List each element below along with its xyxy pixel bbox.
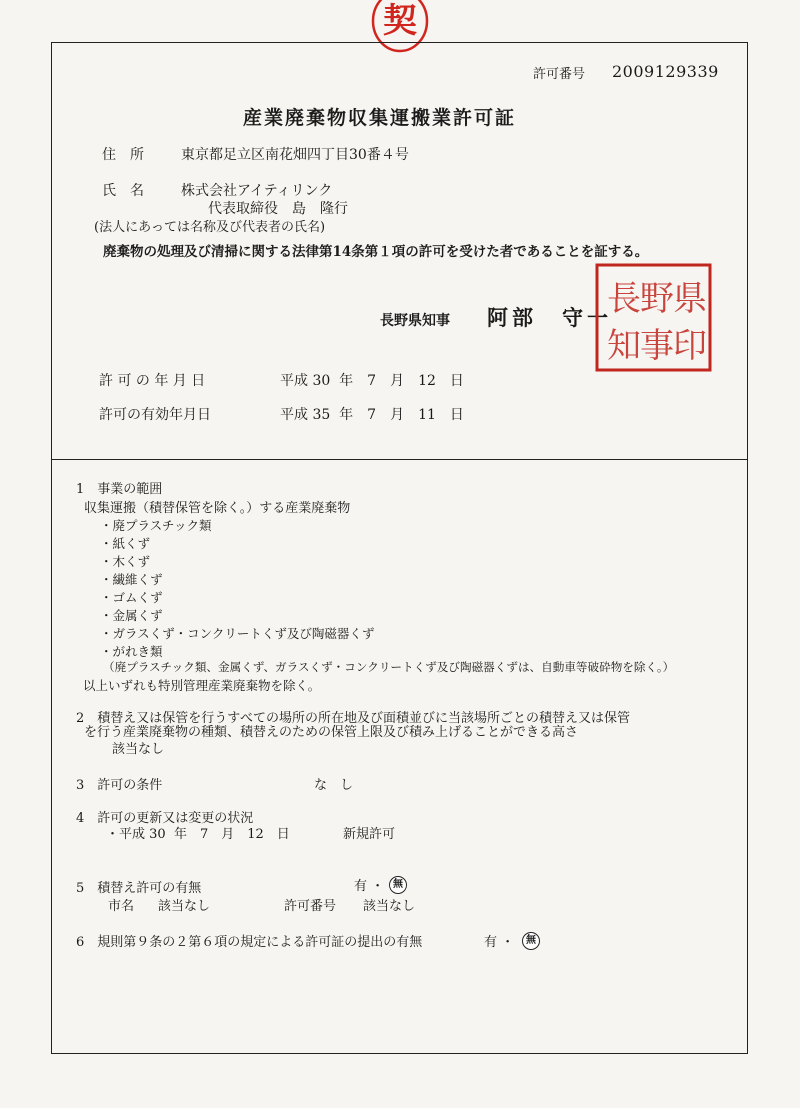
- section1-note: （廃プラスチック類、金属くず、ガラスくず・コンクリートくず及び陶磁器くずは、自動車等破砕物を除く。）: [103, 660, 675, 674]
- issuer-title: 長野県知事: [380, 313, 450, 329]
- waste-item: ・紙くず: [100, 536, 151, 551]
- name-note: (法人にあっては名称及び代表者の氏名): [94, 220, 326, 235]
- expiry-label: 許可の有効年月日: [99, 407, 211, 423]
- seal-char: 長: [607, 279, 641, 319]
- section4-status: 新規許可: [343, 827, 396, 842]
- seal-char: 県: [673, 279, 707, 319]
- waste-item: ・廃プラスチック類: [100, 518, 212, 533]
- waste-item: ・ゴムくず: [100, 590, 163, 605]
- waste-item: ・がれき類: [100, 644, 163, 659]
- section5-no-circled: 無: [389, 876, 407, 894]
- section5-label: 5 積替え許可の有無: [76, 881, 202, 896]
- section5-city-value: 該当なし: [158, 899, 211, 914]
- waste-item: ・繊維くず: [100, 572, 163, 587]
- section2-value: 該当なし: [112, 742, 165, 757]
- section5-permit-label: 許可番号: [284, 899, 337, 914]
- address-value: 東京都足立区南花畑四丁目30番４号: [181, 147, 409, 163]
- permit-number-label: 許可番号: [533, 67, 586, 82]
- section2-line2: を行う産業廃棄物の種類、積替えのための保管上限及び積み上げることができる高さ: [84, 725, 579, 740]
- name-label: 氏 名: [102, 183, 144, 199]
- company-name: 株式会社アイティリンク: [181, 183, 333, 199]
- section6-label: 6 規則第９条の２第６項の規定による許可証の提出の有無: [76, 935, 423, 950]
- top-seal-char: 契: [383, 1, 417, 41]
- permit-date-label: 許 可 の 年 月 日: [99, 373, 206, 389]
- section4-label: 4 許可の更新又は変更の状況: [76, 811, 254, 826]
- section-divider: [52, 459, 747, 460]
- section1-scope: 収集運搬（積替保管を除く。）する産業廃棄物: [84, 501, 351, 516]
- waste-item: ・木くず: [100, 554, 151, 569]
- seal-char: 事: [640, 326, 674, 366]
- section1-exclusion: 以上いずれも特別管理産業廃棄物を除く。: [83, 678, 321, 693]
- section5-permit-value: 該当なし: [363, 899, 416, 914]
- waste-item: ・ガラスくず・コンクリートくず及び陶磁器くず: [100, 626, 375, 641]
- seal-char: 野: [640, 279, 674, 319]
- section5-yes: 有 ・: [354, 879, 385, 894]
- section3-label: 3 許可の条件: [76, 778, 163, 793]
- seal-char: 知: [607, 326, 641, 366]
- expiry-date: 平成 35 年 7 月 11 日: [280, 407, 464, 423]
- section6-no-circled: 無: [522, 932, 540, 950]
- section3-value: な し: [314, 778, 354, 793]
- address-label: 住 所: [102, 147, 144, 163]
- permit-number: 2009129339: [612, 62, 719, 81]
- section1-heading: 1 事業の範囲: [76, 482, 163, 497]
- certification-statement: 廃棄物の処理及び清掃に関する法律第14条第１項の許可を受けた者であることを証する。: [103, 244, 649, 260]
- seal-char: 印: [673, 326, 707, 366]
- permit-date: 平成 30 年 7 月 12 日: [280, 373, 464, 389]
- section4-date: ・平成 30 年 7 月 12 日: [106, 827, 290, 842]
- governor-seal: [594, 262, 714, 374]
- waste-item: ・金属くず: [100, 608, 163, 623]
- issuer-name: 阿部 守一: [487, 305, 612, 330]
- section2-line1: 2 積替え又は保管を行うすべての場所の所在地及び面積並びに当該場所ごとの積替え又は保管: [76, 711, 631, 726]
- representative-name: 代表取締役 島 隆行: [208, 201, 348, 217]
- section6-yes: 有 ・: [484, 935, 515, 950]
- section5-city-label: 市名: [108, 899, 135, 914]
- page-title: 産業廃棄物収集運搬業許可証: [243, 107, 517, 129]
